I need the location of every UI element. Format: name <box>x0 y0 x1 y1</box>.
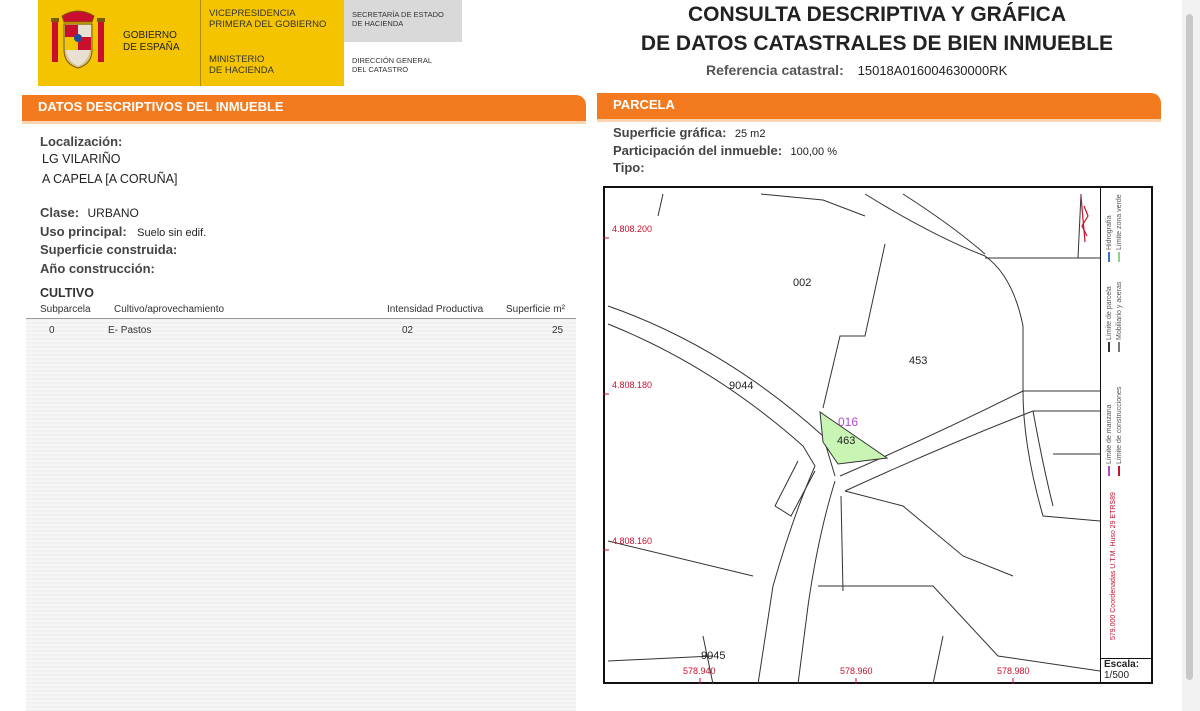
legend-text-manzana: Límite de manzana <box>1106 404 1113 464</box>
parcel-label-016: 016 <box>838 415 859 429</box>
secretariat-name <box>352 10 444 28</box>
sec-line-2: DE HACIENDA <box>352 19 404 28</box>
legend-mark-construcciones <box>1118 466 1120 476</box>
legend-text-hidrografia: Hidrografía <box>1106 215 1113 250</box>
directorate-name <box>352 56 432 74</box>
title-line-1: CONSULTA DESCRIPTIVA Y GRÁFICA <box>687 3 1067 26</box>
sec-line-1: SECRETARÍA DE ESTADO <box>352 10 444 19</box>
cadastral-reference-value: 15018A016004630000RK <box>857 63 1008 78</box>
map-scale <box>1100 658 1151 682</box>
legend-zona-verde <box>1116 194 1123 262</box>
localizacion-line-1: LG VILARIÑO <box>42 152 121 166</box>
coord-y-2: 4.808.180 <box>612 380 653 390</box>
tipo-label: Tipo: <box>613 160 645 175</box>
dir-line-2: DEL CATASTRO <box>352 65 409 74</box>
uso-value: Suelo sin edif. <box>137 227 207 239</box>
participacion-value: 100,00 % <box>790 146 837 158</box>
legend-text-zona-verde: Límite zona verde <box>1116 194 1123 250</box>
vp-line-2: PRIMERA DEL GOBIERNO <box>209 19 327 30</box>
legend-limite-manzana <box>1106 404 1113 476</box>
localizacion-line-2: A CAPELA [A CORUÑA] <box>42 172 178 186</box>
participacion-label: Participación del inmueble: <box>613 143 783 158</box>
legend-limite-parcela <box>1106 286 1113 352</box>
cell-cultivo: E- Pastos <box>108 325 152 336</box>
superficie-grafica-label: Superficie gráfica: <box>613 125 727 140</box>
secretariat-block <box>344 0 462 86</box>
min-line-1: MINISTERIO <box>209 54 265 65</box>
cadastral-reference-label: Referencia catastral: <box>706 62 844 78</box>
min-line-2: DE HACIENDA <box>209 65 274 76</box>
scale-label: Escala: <box>1104 659 1140 670</box>
legend-limite-construcciones <box>1116 387 1123 476</box>
section-header-parcela: PARCELA <box>597 93 1161 119</box>
cell-superficie: 25 <box>552 325 564 336</box>
clase-label: Clase: <box>40 205 80 220</box>
cultivo-table-panel <box>26 302 576 711</box>
parcel-label-002: 002 <box>793 277 812 289</box>
uso-row <box>40 223 206 241</box>
ministry-name <box>209 54 274 76</box>
superficie-construida-label: Superficie construida: <box>40 242 178 257</box>
title-line-2: DE DATOS CATASTRALES DE BIEN INMUEBLE <box>640 32 1114 55</box>
legend-mark-manzana <box>1108 466 1110 476</box>
col-header-subparcela: Subparcela <box>40 304 91 315</box>
vicepresidency-name <box>209 8 326 30</box>
cultivo-title: CULTIVO <box>40 286 94 300</box>
participacion-row <box>613 142 837 160</box>
parcel-label-453: 453 <box>909 355 928 367</box>
col-header-cultivo: Cultivo/aprovechamiento <box>114 304 225 315</box>
government-logo-block <box>38 0 200 86</box>
gov-name-line-1: GOBIERNO <box>123 30 177 41</box>
parcel-label-463: 463 <box>837 435 856 447</box>
clase-row <box>40 204 139 222</box>
parcel-label-9044: 9044 <box>729 380 754 392</box>
coord-y-3: 4.808.160 <box>612 536 653 546</box>
localizacion-label: Localización: <box>40 134 123 149</box>
superficie-grafica-row <box>613 124 765 142</box>
cultivo-table-header <box>26 302 576 319</box>
page-title <box>600 0 1154 58</box>
legend-mark-parcela <box>1108 342 1110 352</box>
legend-mark-mobiliario <box>1118 342 1120 352</box>
coord-x-3: 578.980 <box>997 666 1030 676</box>
dir-line-1: DIRECCIÓN GENERAL <box>352 56 433 65</box>
gov-name-line-2: DE ESPAÑA <box>123 42 180 53</box>
utm-coordinates-note: 579.000 Coordenadas U.T.M. Huso 29 ETRS89 <box>1110 492 1117 640</box>
coord-y-1: 4.808.200 <box>612 224 653 234</box>
spain-crest-icon <box>48 8 108 74</box>
section-header-datos: DATOS DESCRIPTIVOS DEL INMUEBLE <box>22 95 586 121</box>
col-header-superficie: Superficie m² <box>506 304 565 315</box>
ministry-block <box>201 0 344 86</box>
vp-line-1: VICEPRESIDENCIA <box>209 8 296 19</box>
coord-x-2: 578.960 <box>840 666 873 676</box>
cell-intensidad: 02 <box>402 325 414 336</box>
uso-label: Uso principal: <box>40 224 127 239</box>
government-header <box>38 0 462 86</box>
legend-mark-hidrografia <box>1108 252 1110 262</box>
clase-value: URBANO <box>87 206 139 220</box>
coord-x-1: 578.940 <box>683 666 716 676</box>
legend-hidrografia <box>1106 215 1113 262</box>
legend-text-mobiliario: Mobiliario y aceras <box>1116 281 1123 340</box>
legend-mark-zona-verde <box>1118 252 1120 262</box>
anio-construccion-label: Año construcción: <box>40 261 155 276</box>
cell-subparcela: 0 <box>49 325 55 336</box>
scrollbar-thumb[interactable] <box>1186 14 1193 680</box>
legend-text-parcela: Límite de parcela <box>1106 286 1113 340</box>
superficie-grafica-value: 25 m2 <box>734 128 766 140</box>
cadastral-reference <box>706 62 1007 78</box>
legend-mobiliario <box>1116 282 1123 352</box>
parcel-label-9045: 9045 <box>701 650 726 662</box>
legend-text-construcciones: Límite de construcciones <box>1116 386 1123 464</box>
scale-value: 1/500 <box>1104 670 1130 681</box>
col-header-intensidad: Intensidad Productiva <box>387 304 484 315</box>
government-name <box>123 30 180 54</box>
